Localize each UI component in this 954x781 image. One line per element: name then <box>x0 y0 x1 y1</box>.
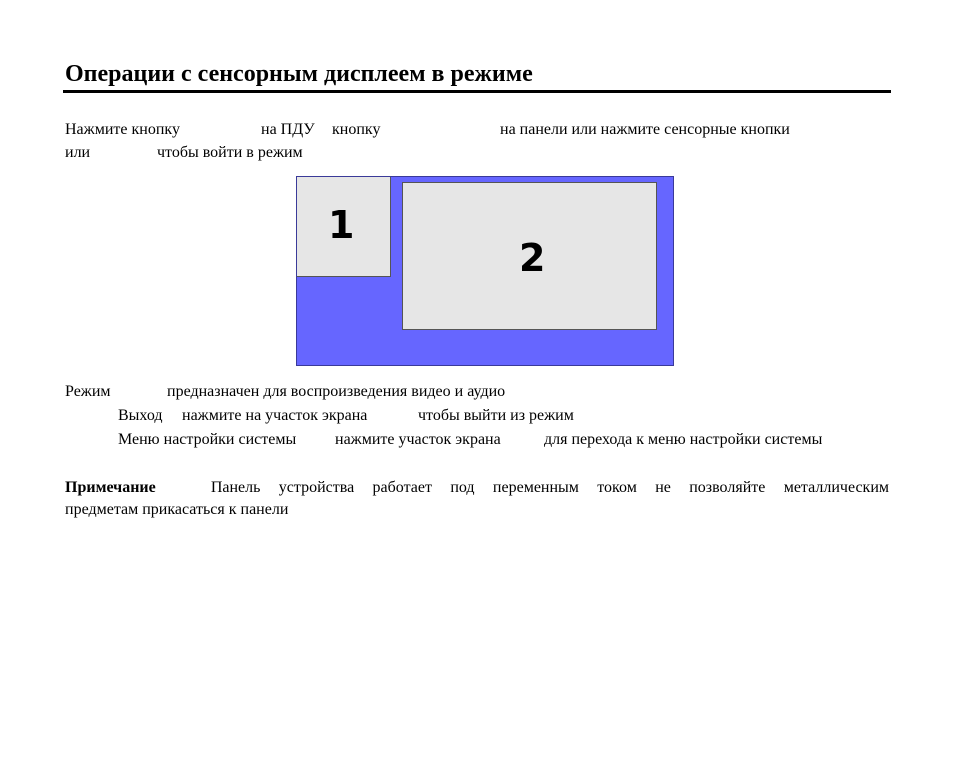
note-label: Примечание <box>65 479 156 496</box>
title-underline <box>63 90 891 93</box>
screen-zone-2 <box>402 182 657 330</box>
menu-label: Меню настройки системы <box>118 431 297 448</box>
exit-label: Выход <box>118 407 163 424</box>
mode-purpose: предназначен для воспроизведения видео и аудио <box>167 383 506 400</box>
note-text: Панель устройства работает под переменным током не позволяйте металлическим <box>210 479 890 496</box>
zone-1-label: 1 <box>328 203 355 247</box>
note-paragraph <box>65 477 889 499</box>
screen-zones-diagram <box>296 176 674 366</box>
menu-result: для перехода к меню настройки системы <box>544 431 823 448</box>
intro-text-button: кнопку <box>332 121 381 138</box>
menu-instruction: нажмите участок экрана <box>335 431 501 448</box>
intro-text-on-remote: на ПДУ <box>261 121 315 138</box>
intro-text-enter-mode: чтобы войти в режим <box>157 144 303 161</box>
note-text-continued: предметам прикасаться к панели <box>65 501 289 518</box>
mode-label: Режим <box>65 383 111 400</box>
intro-text-press-button: Нажмите кнопку <box>65 121 180 138</box>
intro-text-on-panel: на панели или нажмите сенсорные кнопки <box>500 121 790 138</box>
exit-result: чтобы выйти из режим <box>418 407 574 424</box>
page-title: Операции с сенсорным дисплеем в режиме <box>65 61 533 87</box>
screen-zone-1 <box>297 177 391 277</box>
intro-text-or: или <box>65 144 91 161</box>
zone-2-label: 2 <box>519 236 546 280</box>
exit-instruction: нажмите на участок экрана <box>182 407 368 424</box>
